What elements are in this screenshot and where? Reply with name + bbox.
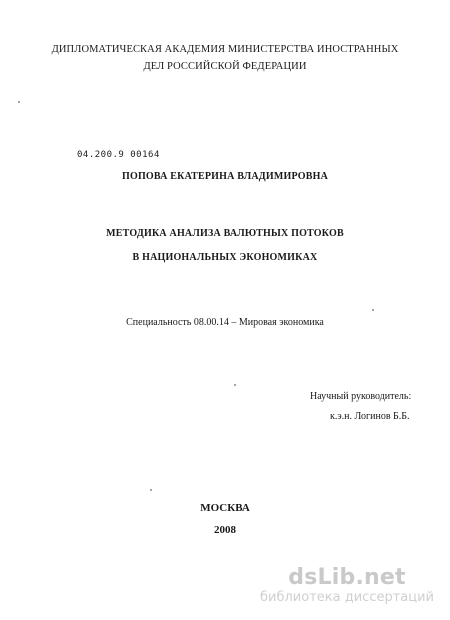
year: 2008 (214, 524, 236, 536)
watermark-title: dsLib.net (288, 565, 406, 590)
scan-speck (18, 101, 20, 103)
author-name: ПОПОВА ЕКАТЕРИНА ВЛАДИМИРОВНА (121, 171, 328, 182)
scan-speck (234, 384, 236, 386)
scan-speck (372, 309, 374, 311)
specialty-line: Специальность 08.00.14 – Мировая экономика (126, 317, 324, 328)
place-and-year (0, 497, 450, 541)
watermark-logo (260, 566, 434, 606)
organization-line-1: ДИПЛОМАТИЧЕСКАЯ АКАДЕМИЯ МИНИСТЕРСТВА ИНОСТРАННЫХ (51, 44, 399, 55)
title-line-1: МЕТОДИКА АНАЛИЗА ВАЛЮТНЫХ ПОТОКОВ (106, 228, 344, 239)
city: МОСКВА (200, 502, 250, 514)
organization-header (0, 41, 450, 75)
scan-speck (150, 489, 152, 491)
supervisor-label: Научный руководитель: (310, 391, 412, 402)
watermark-subtitle: библиотека диссертаций (260, 590, 434, 605)
dissertation-title (0, 222, 450, 270)
registration-code: 04.200.9 00164 (77, 150, 160, 160)
organization-line-2: ДЕЛ РОССИЙСКОЙ ФЕДЕРАЦИИ (143, 61, 307, 72)
supervisor-name: к.э.н. Логинов Б.Б. (330, 411, 410, 422)
title-line-2: В НАЦИОНАЛЬНЫХ ЭКОНОМИКАХ (132, 252, 318, 263)
